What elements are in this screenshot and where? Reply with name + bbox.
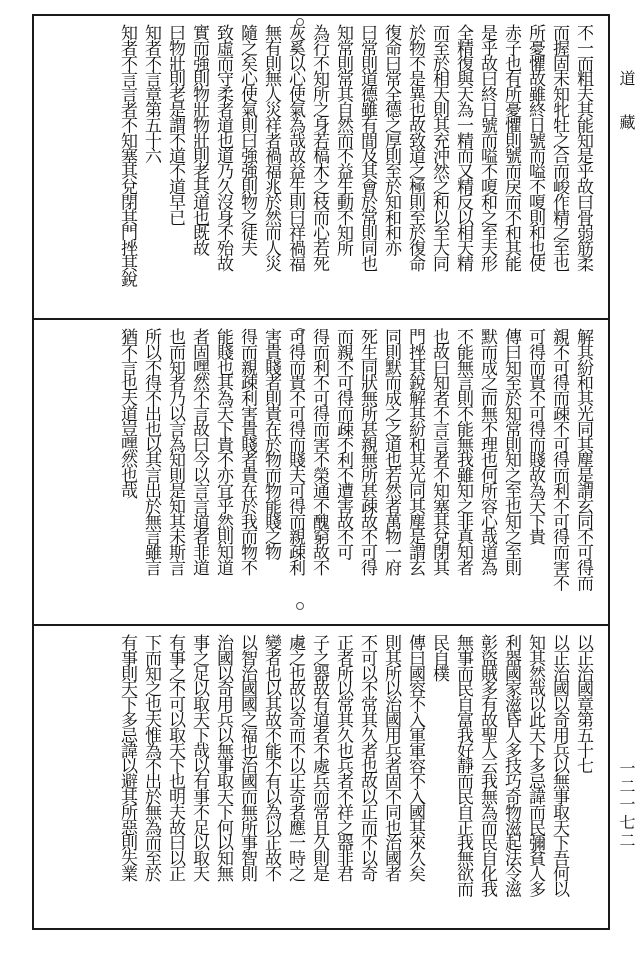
binding-hole-mark	[296, 638, 304, 646]
text-column: 害貴賤者則貴在於物而物能賤之物	[261, 328, 281, 560]
text-column: 默而成之而無不理也何所容心哉道為	[477, 328, 497, 575]
binding-hole-mark	[296, 602, 304, 610]
text-column: 致虛而守柔者道也道乃久沒身不殆故	[213, 24, 233, 271]
text-column: 親不可得而疎不可得而利不可得而害不	[549, 328, 569, 590]
text-column: 傳曰國容不入軍軍容不入國其來久矣	[405, 634, 425, 881]
text-panel-bottom	[34, 626, 608, 928]
text-column: 得而利不可得而害不榮通不醜窮故不	[309, 328, 329, 575]
text-column: 為行不知所之身若槁木之枝而心若死	[309, 24, 329, 271]
text-column: 隨之矣心使氣則曰強強則物之徒夫	[237, 24, 257, 256]
text-column: 而至於相天則其充沖然之和以至大同	[429, 24, 449, 271]
text-column: 曰物壯則老是謂不道不道早已	[165, 24, 185, 225]
text-panel-middle	[34, 320, 608, 626]
text-column: 所憂懼故雖終日號而嗌不嗄則和也使	[525, 24, 545, 271]
margin-title: 道藏	[617, 70, 636, 158]
binding-hole-mark	[296, 18, 304, 26]
text-columns	[50, 328, 594, 618]
text-column: 門挫其銳解其紛和其光同其塵是謂玄	[405, 328, 425, 575]
text-column: 傳曰知至於知常則知之至也知之至則	[501, 328, 521, 575]
text-column: 曰常則道德雖有間及其會於常則同也	[357, 24, 377, 271]
text-column: 灰奚以心使氣為哉故益生則曰祥禍福	[285, 24, 305, 271]
text-column: 子之器故有道者不處兵而常且久則是	[309, 634, 329, 881]
chapter-heading: 以正治國章第五十七	[573, 634, 593, 773]
text-column: 全精復與天為一精而又精反以相天精	[453, 24, 473, 271]
text-column: 於物不是異也故致道之極則至於復命	[405, 24, 425, 271]
text-column: 者固嘿然不言故曰今以言言道者非道	[189, 328, 209, 575]
text-column: 事之足以取天下哉以有事不足以取天	[189, 634, 209, 881]
text-column: 以正治國以奇用兵以無事取天下吾何以	[549, 634, 569, 896]
text-column: 而親不可得而疎不利不遭害故不可	[333, 328, 353, 560]
text-column: 不能無言則不能無我雖知之非真知者	[453, 328, 473, 575]
text-column: 解其紛和其光同其塵是謂玄同不可得而	[573, 328, 593, 590]
text-column: 是乎故曰終日號而嗌不嗄和之至夫形	[477, 24, 497, 271]
text-column: 民自樸	[429, 634, 449, 681]
text-column: 正者所以常其久也兵者不祥之器非君	[333, 634, 353, 881]
text-column: 能賤也其為天下貴不亦宜乎然則知道	[213, 328, 233, 575]
text-column: 也故曰知者不言言者不知塞其兌閉其	[429, 328, 449, 575]
page-frame	[32, 14, 610, 930]
text-column: 下而知之也夫惟為不出於無為而至於	[141, 634, 161, 881]
chapter-heading: 知者不言章第五十六	[141, 24, 161, 163]
text-panel-top	[34, 16, 608, 320]
text-column: 知其然哉以此天下多忌諱而民彌貧人多	[525, 634, 545, 896]
text-column: 變者也以其故不能不有以為以正故不	[261, 634, 281, 881]
text-column: 可得而貴不可得而賤夫可得而親疎利	[285, 328, 305, 575]
text-columns	[50, 634, 594, 922]
text-column: 復命曰常全德之厚則至於知和和亦	[381, 24, 401, 256]
text-column: 以智治國國之福也治國而無所事智則	[237, 634, 257, 881]
text-column: 可得而貴不可得而賤故為天下貴	[525, 328, 545, 544]
text-column: 知者不言言者不知塞其兌閉其門挫其銳	[117, 24, 137, 286]
text-column: 不可以不常其久者也故以正而不以奇	[357, 634, 377, 881]
text-column: 無事而民自富我好靜而民自正我無欲而	[453, 634, 473, 896]
text-column: 知常則常其自然而不益生動不知所	[333, 24, 353, 256]
text-column: 有事則天下多忌諱以避其所惡則失業	[117, 634, 137, 881]
text-column: 同則默而成之之道也若然者萬物一府	[381, 328, 401, 575]
text-column: 彰盜賊多有故聖人云我無為而民自化我	[477, 634, 497, 896]
text-columns	[50, 24, 594, 312]
text-column: 也而知者乃以言為知則是知其未斯言	[165, 328, 185, 575]
text-column: 赤子也有所憂懼則號而戾而不和其能	[501, 24, 521, 271]
text-column: 不一而粗夫其能知是乎故曰骨弱筋柔	[573, 24, 593, 271]
text-column: 死生同狀無所甚親無所甚疎故不可得	[357, 328, 377, 575]
text-column: 處之也故以奇而不以正奇者應一時之	[285, 634, 305, 881]
binding-hole-mark	[296, 328, 304, 336]
text-column: 實而強則物壯物壯則老其道也既故	[189, 24, 209, 256]
page-number: 一二一七二	[617, 760, 636, 850]
text-column: 利器國家滋昏人多技巧奇物滋起法令滋	[501, 634, 521, 896]
text-column: 而握固未知牝牡之合而峻作精之至也	[549, 24, 569, 271]
text-column: 治國以奇用兵以無事取天下何以知無	[213, 634, 233, 881]
text-column: 有事之不可以取天下也明夫故曰以正	[165, 634, 185, 881]
text-column: 無有則無人災祥者禍福兆於然而人災	[261, 24, 281, 271]
text-column: 猶不言也夫道豈嘿然也哉	[117, 328, 137, 498]
text-column: 則其所以治國用兵者固不同也治國者	[381, 634, 401, 881]
text-column: 得而親疎利害貴賤者貴在於我而物不	[237, 328, 257, 575]
text-column: 所以不得不出也以其言出於無言雖言	[141, 328, 161, 575]
